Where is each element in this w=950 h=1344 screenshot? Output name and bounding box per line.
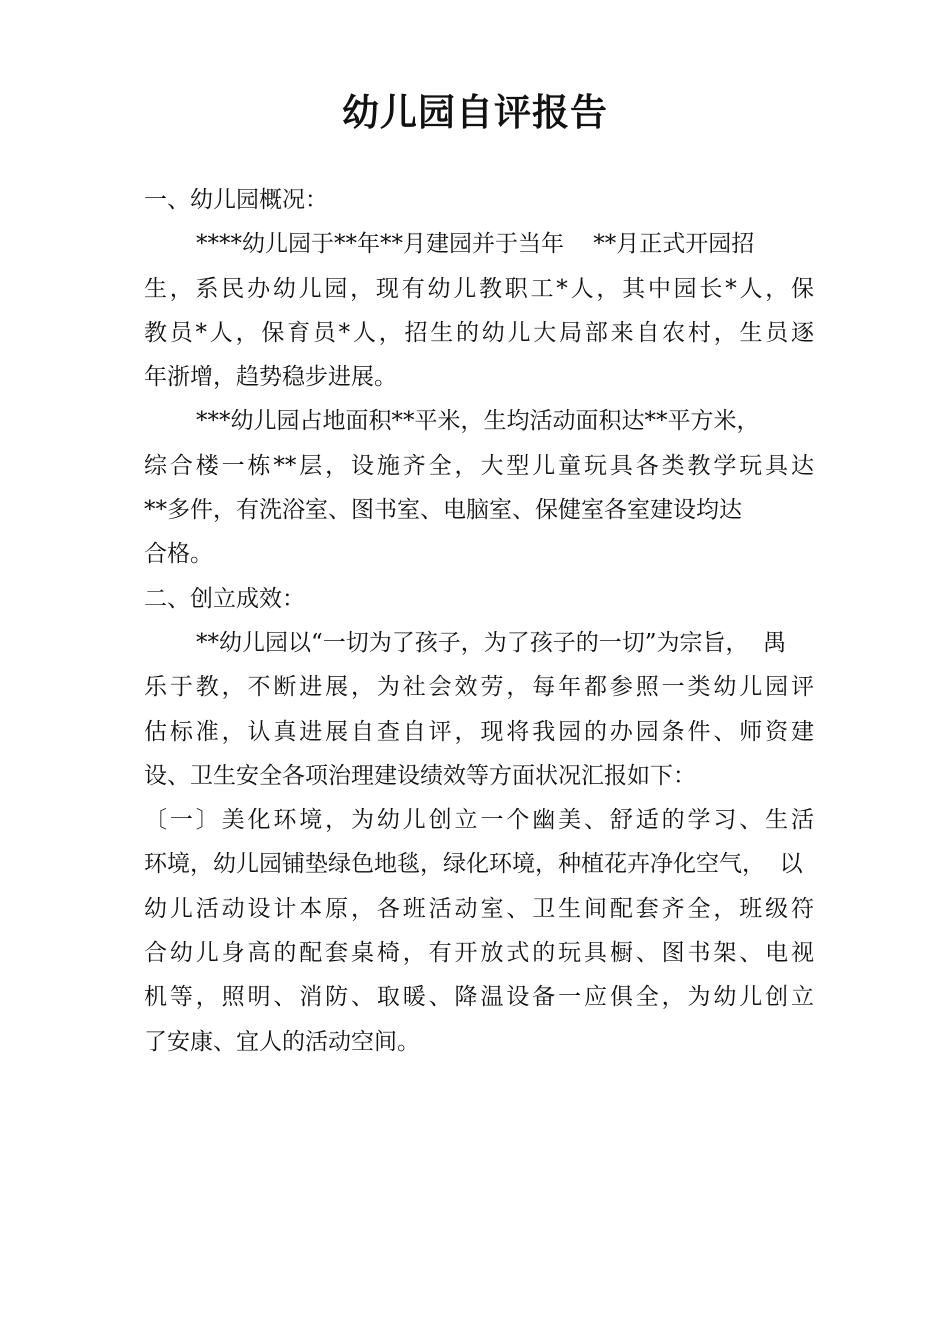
paragraph-line: 教员*人，保育员*人，招生的幼儿大局部来自农村，生员逐 [144, 319, 814, 346]
paragraph-line: 综合楼一栋**层，设施齐全，大型儿童玩具各类教学玩具达 [144, 452, 814, 479]
paragraph-line: 环境，幼儿园铺垫绿色地毯，绿化环境，种植花卉净化空气， 以 [144, 851, 803, 878]
paragraph-line: 乐于教，不断进展，为社会效劳，每年都参照一类幼儿园评 [144, 674, 814, 701]
paragraph-line: 〔一〕美化环境，为幼儿创立一个幽美、舒适的学习、生活 [144, 807, 814, 834]
paragraph-line: 估标准，认真进展自查自评，现将我园的办园条件、师资建 [144, 718, 814, 745]
paragraph-line: **幼儿园以“一切为了孩子，为了孩子的一切”为宗旨， 禺 [196, 629, 787, 656]
paragraph-line: 合格。 [144, 541, 213, 568]
paragraph-line: 了安康、宜人的活动空间。 [144, 1028, 420, 1055]
paragraph-line: ****幼儿园于**年**月建园并于当年 **月正式开园招 [196, 231, 755, 258]
section-heading-results: 二、创立成效： [144, 585, 305, 612]
paragraph-line: ***幼儿园占地面积**平米，生均活动面积达**平方米， [196, 408, 760, 435]
document-title: 幼儿园自评报告 [342, 91, 608, 134]
paragraph-line: 设、卫生安全各项治理建设绩效等方面状况汇报如下： [144, 762, 696, 789]
paragraph-line: 幼儿活动设计本原，各班活动室、卫生间配套齐全，班级符 [144, 895, 814, 922]
section-heading-overview: 一、幼儿园概况： [144, 187, 328, 213]
paragraph-line: 生，系民办幼儿园，现有幼儿教职工*人，其中园长*人，保 [144, 275, 814, 302]
paragraph-line: 合幼儿身高的配套桌椅，有开放式的玩具橱、图书架、电视 [144, 940, 814, 967]
paragraph-line: 年浙增，趋势稳步进展。 [144, 364, 397, 391]
document-body [144, 178, 814, 1064]
paragraph-line: **多件，有洗浴室、图书室、电脑室、保健室各室建设均达 [144, 497, 742, 524]
paragraph-line: 机等，照明、消防、取暖、降温设备一应俱全，为幼儿创立 [144, 984, 814, 1011]
